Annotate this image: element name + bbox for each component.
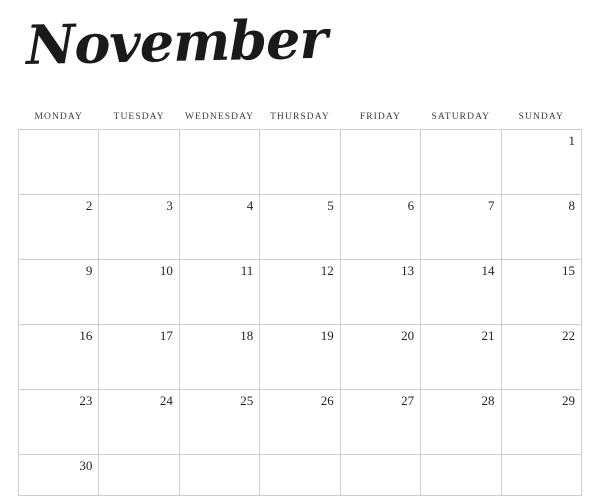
day-cell[interactable] [260,325,340,390]
day-number: 5 [327,198,334,213]
calendar-body [19,130,582,496]
day-cell[interactable] [260,390,340,455]
day-number: 13 [401,263,415,278]
day-cell[interactable] [19,325,99,390]
day-number: 6 [407,198,415,213]
weekday-header-row [19,112,582,130]
day-number: 24 [159,393,173,408]
day-number: 11 [240,263,254,278]
day-number: 16 [79,328,93,343]
day-cell[interactable] [260,195,340,260]
day-number: 12 [320,263,334,278]
day-cell[interactable] [501,260,581,325]
calendar-week-row [19,195,582,260]
day-cell-empty [340,455,420,496]
calendar-week-row [19,130,582,195]
day-cell[interactable] [340,260,420,325]
day-cell[interactable] [501,390,581,455]
day-cell[interactable] [99,195,179,260]
weekday-sunday: SUNDAY [518,112,564,122]
day-cell[interactable] [99,260,179,325]
day-cell[interactable] [179,325,259,390]
day-number: 9 [85,263,93,278]
day-cell[interactable] [179,390,259,455]
day-number: 1 [568,133,575,148]
day-cell-empty [179,455,259,496]
day-number: 28 [481,393,495,408]
day-number: 7 [488,198,495,213]
calendar-grid [18,112,582,496]
calendar-week-row [19,260,582,325]
day-cell[interactable] [260,260,340,325]
page-title: November [25,6,328,77]
day-number: 10 [159,263,173,278]
day-number: 22 [562,328,575,343]
day-cell[interactable] [421,260,501,325]
day-number: 30 [79,458,93,473]
weekday-tuesday: TUESDAY [113,112,165,122]
day-cell[interactable] [340,390,420,455]
day-cell-empty [99,455,179,496]
day-cell[interactable] [501,130,581,195]
day-cell[interactable] [179,130,259,195]
day-cell[interactable] [260,130,340,195]
day-number: 17 [159,328,173,343]
day-cell[interactable] [19,260,99,325]
day-cell[interactable] [99,325,179,390]
day-cell[interactable] [421,195,501,260]
day-cell[interactable] [501,195,581,260]
weekday-saturday: SATURDAY [431,112,491,122]
day-number: 18 [240,328,254,343]
day-number: 4 [246,198,254,213]
calendar-table [18,112,582,496]
day-cell-empty [421,455,501,496]
calendar-header [19,112,582,130]
day-number: 26 [320,393,334,408]
day-cell[interactable] [340,325,420,390]
day-cell[interactable] [421,390,501,455]
day-number: 15 [562,263,575,278]
weekday-thursday: THURSDAY [270,112,330,122]
day-cell[interactable] [421,325,501,390]
weekday-monday: MONDAY [34,112,83,122]
day-number: 8 [568,198,575,213]
day-cell[interactable] [340,195,420,260]
weekday-friday: FRIDAY [359,112,401,122]
day-cell[interactable] [501,325,581,390]
day-cell[interactable] [19,390,99,455]
day-cell[interactable] [421,130,501,195]
day-cell[interactable] [179,195,259,260]
day-cell[interactable] [340,130,420,195]
day-number: 20 [401,328,415,343]
calendar-week-row [19,455,582,496]
day-number: 29 [562,393,575,408]
day-number: 3 [166,198,173,213]
day-number: 2 [85,198,93,213]
weekday-wednesday: WEDNESDAY [184,112,255,122]
day-number: 19 [320,328,334,343]
day-number: 27 [401,393,415,408]
day-cell[interactable] [99,390,179,455]
day-cell[interactable] [19,455,99,496]
day-cell[interactable] [19,195,99,260]
day-number: 23 [79,393,93,408]
day-cell[interactable] [179,260,259,325]
day-cell-empty [260,455,340,496]
day-cell-empty [501,455,581,496]
calendar-week-row [19,390,582,455]
day-number: 25 [240,393,254,408]
day-number: 21 [481,328,495,343]
day-cell[interactable] [99,130,179,195]
day-cell[interactable] [19,130,99,195]
calendar-week-row [19,325,582,390]
day-number: 14 [481,263,495,278]
